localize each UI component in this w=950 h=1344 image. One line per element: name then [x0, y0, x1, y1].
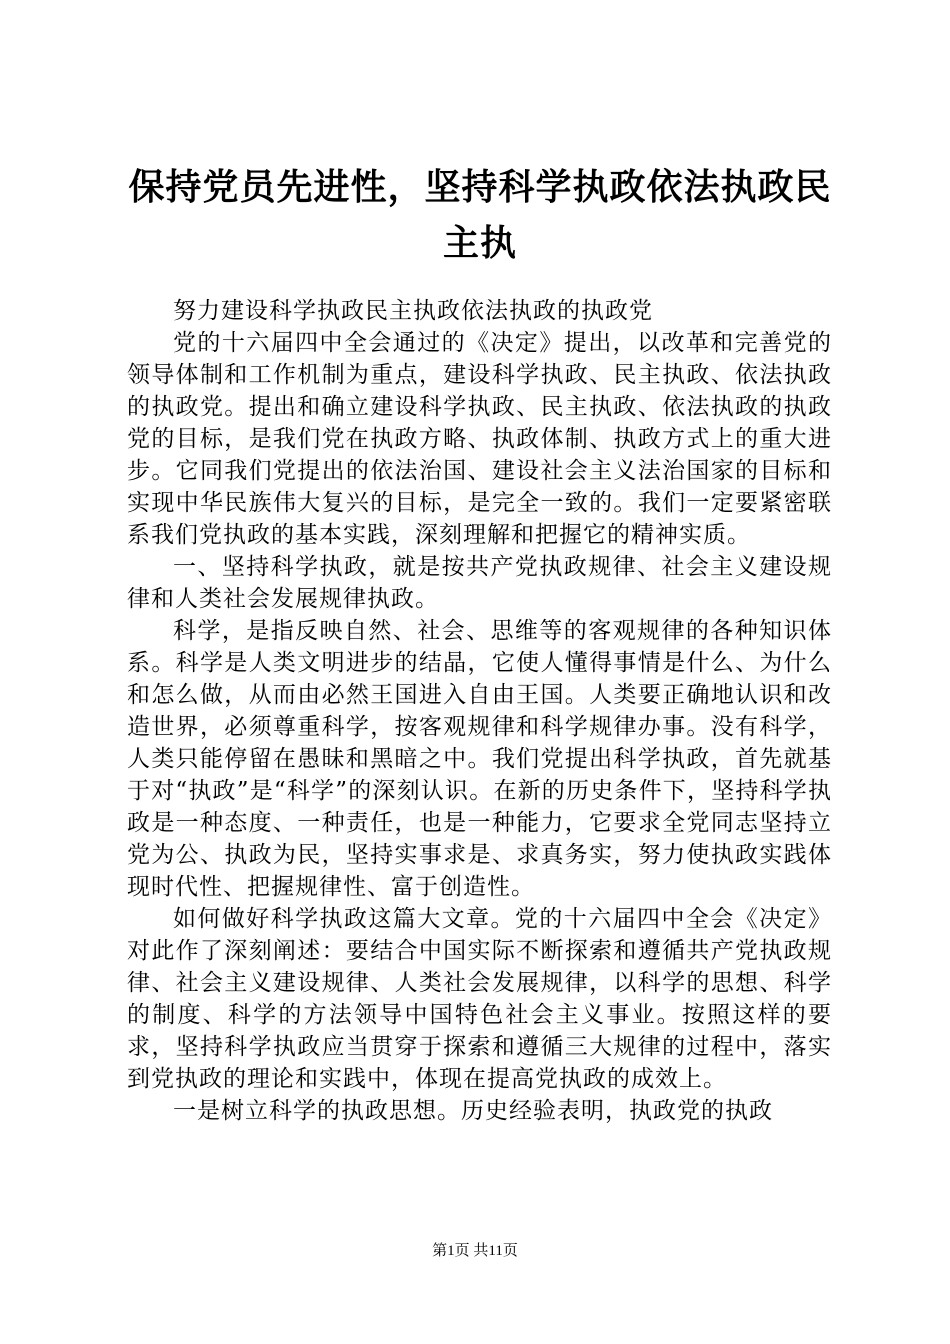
body-paragraph: 党的十六届四中全会通过的《决定》提出，以改革和完善党的领导体制和工作机制为重点，建设科学执政、民主执政、依法执政的执政党。提出和确立建设科学执政、民主执政、依法执政的执政党的目标，是我们党在执政方略、执政体制、执政方式上的重大进步。它同我们党提出的依法治国、建设社会主义法治国家的目标和实现中华民族伟大复兴的目标，是完全一致的。我们一定要紧密联系我们党执政的基本实践，深刻理解和把握它的精神实质。: [127, 330, 832, 548]
page-footer: 第1页 共11页: [432, 1243, 518, 1259]
body-paragraph: 一是树立科学的执政思想。历史经验表明，执政党的执政: [173, 1098, 773, 1124]
document-body: [127, 295, 832, 1127]
subtitle-paragraph: 努力建设科学执政民主执政依法执政的执政党: [173, 298, 653, 324]
document-title: 保持党员先进性，坚持科学执政依法执政民主执: [128, 167, 832, 264]
body-paragraph: 如何做好科学执政这篇大文章。党的十六届四中全会《决定》对此作了深刻阐述：要结合中国实际不断探索和遵循共产党执政规律、社会主义建设规律、人类社会发展规律，以科学的思想、科学的制度、科学的方法领导中国特色社会主义事业。按照这样的要求，坚持科学执政应当贯穿于探索和遵循三大规律的过程中，落实到党执政的理论和实践中，体现在提高党执政的成效上。: [127, 906, 832, 1092]
body-paragraph: 科学，是指反映自然、社会、思维等的客观规律的各种知识体系。科学是人类文明进步的结晶，它使人懂得事情是什么、为什么和怎么做，从而由必然王国进入自由王国。人类要正确地认识和改造世界，必须尊重科学，按客观规律和科学规律办事。没有科学，人类只能停留在愚昧和黑暗之中。我们党提出科学执政，首先就基于对“执政”是“科学”的深刻认识。在新的历史条件下，坚持科学执政是一种态度、一种责任，也是一种能力，它要求全党同志坚持立党为公、执政为民，坚持实事求是、求真务实，努力使执政实践体现时代性、把握规律性、富于创造性。: [127, 618, 832, 900]
section-heading-paragraph: 一、坚持科学执政，就是按共产党执政规律、社会主义建设规律和人类社会发展规律执政。: [127, 554, 832, 612]
